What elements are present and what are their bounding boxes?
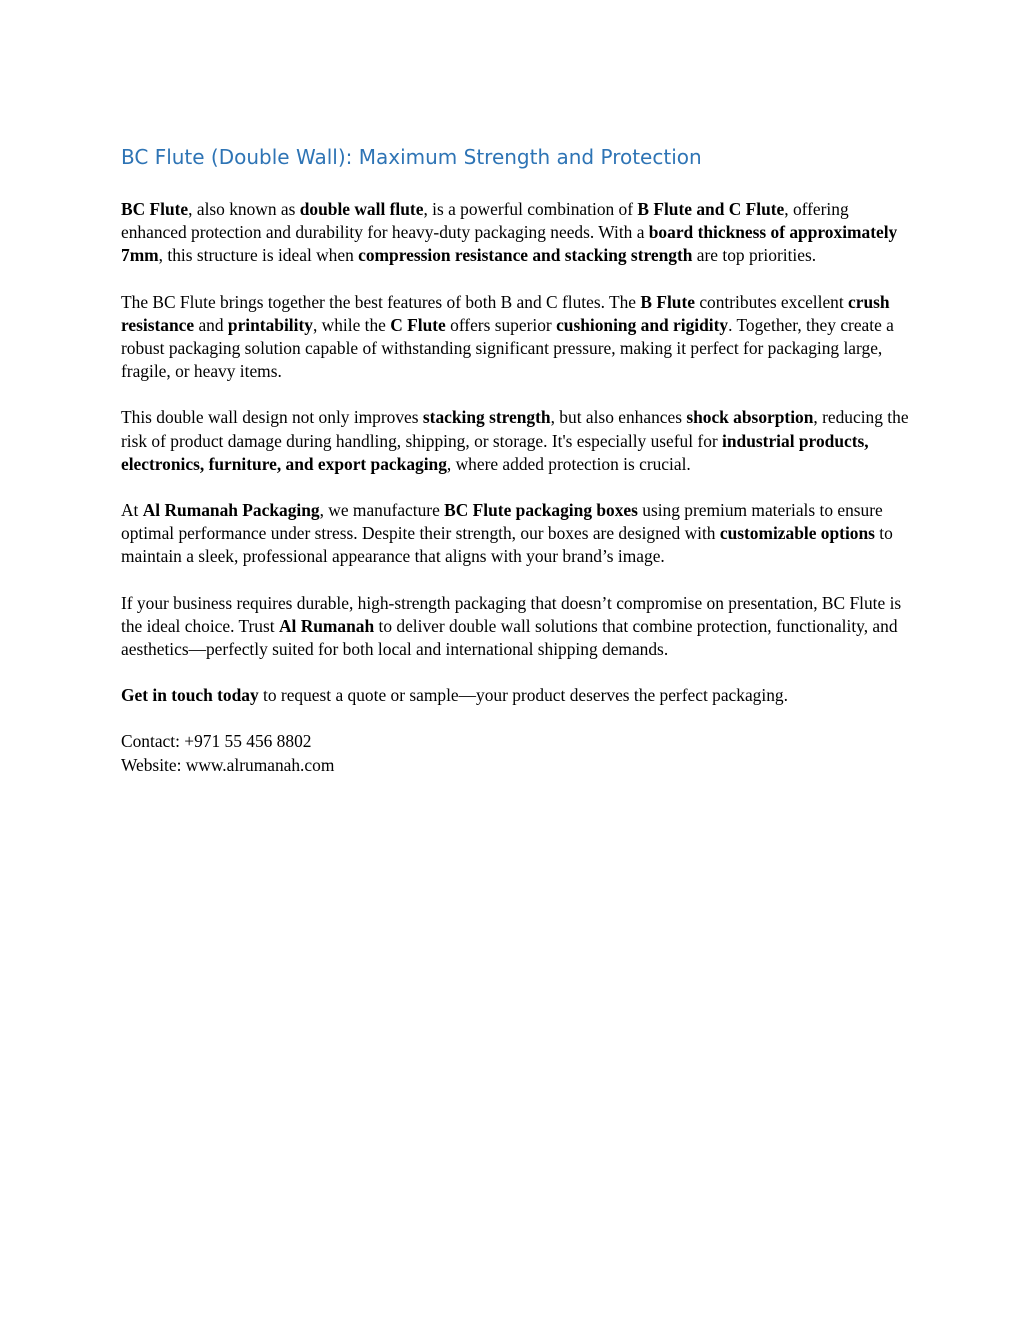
text-run: , reducing the risk of product damage during handling, shipping, or storage. It's especially useful for xyxy=(121,407,909,451)
text-run: , where added protection is crucial. xyxy=(446,453,691,474)
bold-term: board thickness of approximately 7mm xyxy=(121,222,898,266)
text-run: , but also enhances xyxy=(550,407,687,428)
bold-term: compression resistance and stacking strength xyxy=(358,245,693,266)
contact-website: Website: www.alrumanah.com xyxy=(121,754,335,775)
text-run: offers superior xyxy=(445,314,557,335)
bold-term: Get in touch today xyxy=(121,685,259,706)
bold-term: cushioning and rigidity xyxy=(556,314,729,335)
text-run: At xyxy=(121,500,143,521)
paragraph-features xyxy=(121,291,911,384)
bold-term: industrial products, electronics, furniture, and export packaging xyxy=(121,430,869,474)
paragraph-intro xyxy=(121,198,911,268)
text-run: , we manufacture xyxy=(319,500,445,521)
text-run: , offering enhanced protection and durability for heavy-duty packaging needs. With a xyxy=(121,199,849,243)
text-run: The BC Flute brings together the best features of both B and C flutes. The xyxy=(121,291,641,312)
paragraph-call-to-action xyxy=(121,684,911,707)
bold-term: B Flute xyxy=(640,291,695,312)
text-run: using premium materials to ensure optimal performance under stress. Despite their strength, our boxes are designed with xyxy=(121,500,883,544)
text-run: and xyxy=(194,314,228,335)
bold-term: shock absorption xyxy=(686,407,814,428)
bold-term: Al Rumanah Packaging xyxy=(142,500,320,521)
paragraph-business xyxy=(121,592,911,662)
contact-block xyxy=(121,730,911,776)
bold-term: BC Flute xyxy=(121,199,189,219)
bold-term: customizable options xyxy=(719,523,875,544)
bold-term: B Flute and C Flute xyxy=(637,199,785,219)
document-body xyxy=(121,198,911,777)
text-run: , is a powerful combination of xyxy=(423,199,638,219)
text-run: This double wall design not only improves xyxy=(121,407,423,428)
text-run: , also known as xyxy=(188,199,300,219)
paragraph-company xyxy=(121,499,911,569)
bold-term: BC Flute packaging boxes xyxy=(444,500,638,521)
text-run: , this structure is ideal when xyxy=(158,245,359,266)
bold-term: Al Rumanah xyxy=(278,615,375,636)
paragraph-design xyxy=(121,406,911,476)
page-title: BC Flute (Double Wall): Maximum Strength and Protection xyxy=(121,145,702,169)
bold-term: C Flute xyxy=(390,314,446,335)
text-run: to deliver double wall solutions that combine protection, functionality, and aesthetics—perfectly suited for both local and international shipping demands. xyxy=(121,615,898,660)
text-run: contributes excellent xyxy=(694,291,849,312)
text-run: to maintain a sleek, professional appearance that aligns with your brand’s image. xyxy=(121,523,893,567)
contact-phone: Contact: +971 55 456 8802 xyxy=(121,731,312,752)
bold-term: stacking strength xyxy=(422,407,551,428)
text-run: are top priorities. xyxy=(692,245,817,266)
bold-term: printability xyxy=(227,314,313,335)
bold-term: double wall flute xyxy=(299,199,424,219)
text-run: , while the xyxy=(312,314,391,335)
text-run: . Together, they create a robust packaging solution capable of withstanding significant pressure, making it perfect for packaging large, fragile, or heavy items. xyxy=(121,314,894,382)
text-run: to request a quote or sample—your product deserves the perfect packaging. xyxy=(258,685,788,706)
bold-term: crush resistance xyxy=(121,291,890,335)
text-run: If your business requires durable, high-strength packaging that doesn’t compromise on presentation, BC Flute is the ideal choice. Trust xyxy=(121,592,902,636)
